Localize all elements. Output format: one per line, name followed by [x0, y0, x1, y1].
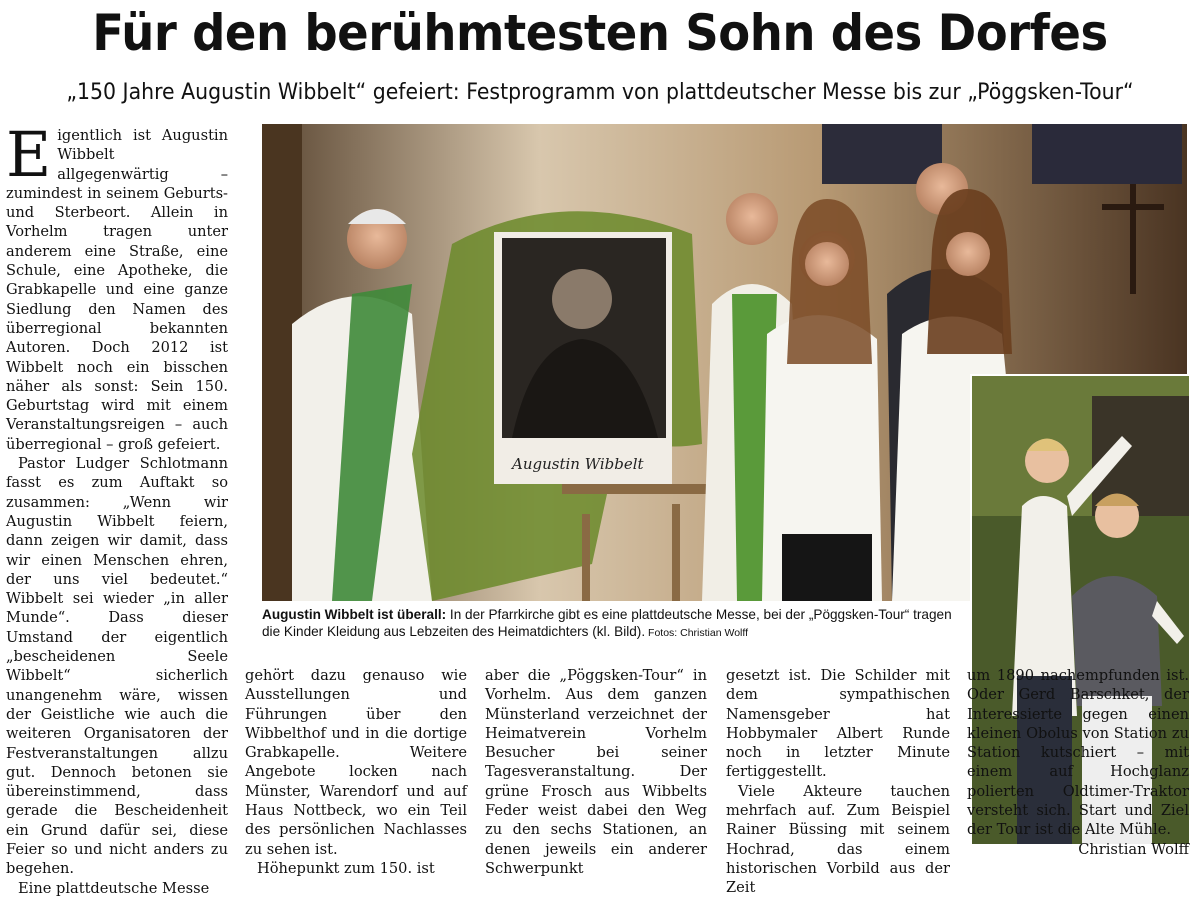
article-column-4	[726, 666, 950, 898]
paragraph-3: Eine plattdeutsche Messe	[18, 879, 210, 897]
article-column-3	[485, 666, 707, 878]
article-column-5	[967, 666, 1189, 859]
article-column-1	[6, 118, 228, 898]
drop-cap: E	[6, 118, 52, 191]
portrait-signature: Augustin Wibbelt	[512, 455, 644, 473]
headline: Für den berühmtesten Sohn des Dorfes	[92, 4, 1108, 62]
paragraph-2: Pastor Ludger Schlotmann fasst es zum Auftakt so zusammen: „Wenn wir Augustin Wibbelt feiern, dann zeigen wir damit, dass wir einen Menschen ehren, der uns viel bedeutet.“ Wibbelt sei wieder „in aller Munde“. Dass dieser Umstand der eigentlich „bescheidenen Seele Wibbelt“ sicherlich unangenehm wäre, wissen der Geistliche wie auch die weiteren Organisatoren der Festveranstaltungen allzu gut. Dennoch betonen sie übereinstimmend, dass gerade die Bescheidenheit ein Grund dafür sei, diese Feier so und nicht anders zu begehen.	[6, 455, 228, 878]
photo-caption	[262, 606, 962, 642]
caption-text: In der Pfarrkirche gibt es eine plattdeutsche Messe, bei der „Pöggsken-Tour“ tragen die Kinder Kleidung aus Lebzeiten des Heimatdichters (kl. Bild).	[262, 607, 952, 639]
photo-credit: Fotos: Christian Wolff	[645, 627, 749, 639]
paragraph: gesetzt ist. Die Schilder mit dem sympathischen Namensgeber hat Hobbymaler Albert Runde noch in letzter Minute fertiggestellt.	[726, 667, 950, 781]
paragraph-1: Eigentlich ist Augustin Wibbelt allgegenwärtig – zumindest in seinem Geburts- und Sterbeort. Allein in Vorhelm tragen unter anderem eine Straße, eine Schule, eine Apotheke, die Grabkapelle und eine ganze Siedlung den Namen des überregional bekannten Autoren. Doch 2012 ist Wibbelt noch ein bisschen näher als sonst: Sein 150. Geburtstag wird mit einem Veranstaltungsreigen – auch überregional – groß gefeiert.	[6, 118, 228, 453]
paragraph: aber die „Pöggsken-Tour“ in Vorhelm. Aus dem ganzen Münsterland verzeichnet der Heimatverein Vorhelm Besucher bei seiner Tagesveranstaltung. Der grüne Frosch aus Wibbelts Feder weist dabei den Weg zu den sechs Stationen, an denen jeweils ein anderer Schwerpunkt	[485, 667, 707, 877]
paragraph: gehört dazu genauso wie Ausstellungen und Führungen über den Wibbelthof und in die dortige Grabkapelle. Weitere Angebote locken nach Münster, Warendorf und auf Haus Nottbeck, wo ein Teil des persönlichen Nachlasses zu sehen ist.	[245, 667, 467, 858]
paragraph: Höhepunkt zum 150. ist	[257, 859, 435, 877]
paragraph: um 1890 nachempfunden ist. Oder Gerd Barschket, der Interessierte gegen einen kleinen Obolus von Station zu Station kutschiert – mit einem auf Hochglanz polierten Oldtimer-Traktor versteht sich. Start und Ziel der Tour ist die Alte Mühle.	[967, 667, 1189, 839]
paragraph: Viele Akteure tauchen mehrfach auf. Zum Beispiel Rainer Büssing mit seinem Hochrad, das einem historischen Vorbild aus der Zeit	[726, 782, 950, 897]
author-byline: Christian Wolff	[1078, 840, 1189, 858]
caption-lead: Augustin Wibbelt ist überall:	[262, 607, 447, 622]
subheadline: „150 Jahre Augustin Wibbelt“ gefeiert: Festprogramm von plattdeutscher Messe bis zur „Pöggsken-Tour“	[66, 80, 1134, 105]
article-column-2	[245, 666, 467, 878]
